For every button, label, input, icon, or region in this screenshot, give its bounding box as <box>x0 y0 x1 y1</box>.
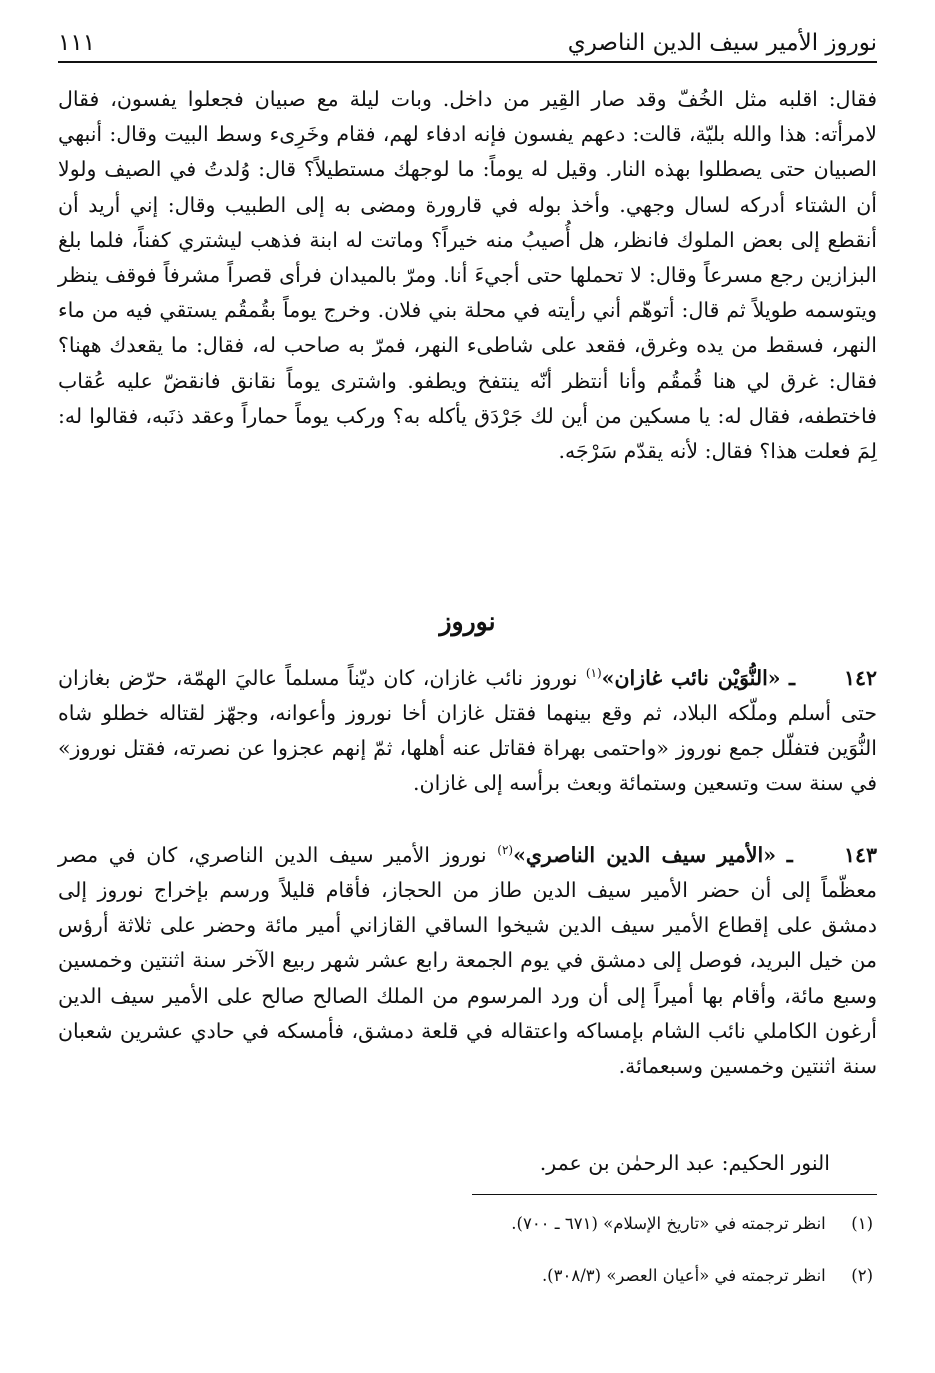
entry-text: نوروز نائب غازان، كان ديّناً مسلماً عاليَ الهمّة، حرّض بغازان حتى أسلم وملّكه البلاد، ثم وقع بينهما فقتل غازان أخا نوروز وأعوانه، وجهّز لقتاله خطلو شاه النُّوَين فتفلّل جمع نوروز «واحتمى بهراة فقاتل عنه أهلها، ثمّ إنهم عجزوا عن نصرته، فقتل نوروز» في سنة ست وتسعين وستمائة وبعث برأسه إلى غازان. <box>58 665 877 796</box>
footnote-ref: (٢) <box>497 843 514 857</box>
entry-143 <box>58 833 877 1084</box>
footnote-marker: (٢) <box>851 1266 873 1285</box>
footnote-2 <box>542 1262 873 1290</box>
entry-number: ١٤٣ ـ <box>786 842 877 867</box>
entry-heading: «النُّوَيْن نائب غازان» <box>601 665 781 690</box>
footnote-ref: (١) <box>585 666 602 680</box>
footnote-text: انظر ترجمته في «أعيان العصر» (٣٠٨/٣). <box>541 1266 826 1285</box>
signature-line: النور الحكيم: عبد الرحمٰن بن عمر. <box>539 1151 830 1175</box>
entry-heading: «الأمير سيف الدين الناصري» <box>513 842 777 867</box>
entry-142 <box>58 656 877 802</box>
page-number: ١١١ <box>58 30 96 56</box>
footnote-1 <box>511 1210 873 1238</box>
page-header <box>58 18 877 62</box>
entry-text: نوروز الأمير سيف الدين الناصري، كان في مصر معظّماً إلى أن حضر الأمير سيف الدين طاز من الحجاز، فأقام قليلاً ورسم بإخراج نوروز إلى دمشق على إقطاع الأمير سيف الدين شيخوا الساقي القازاني أمير مائة وحضر على ثلاثة أرؤس من خيل البريد، فوصل إلى دمشق في يوم الجمعة رابع عشر شهر ربيع الآخر سنة اثنتين وخمسين وسبع مائة، وأقام بها أميراً إلى أن ورد المرسوم من الملك الصالح صالح على الأمير سيف الدين أرغون الكاملي نائب الشام بإمساكه واعتقاله في قلعة دمشق، فأمسكه في حادي عشرين شعبان سنة اثنتين وخمسين وسبعمائة. <box>58 842 877 1079</box>
header-rule <box>58 61 877 63</box>
footnote-text: انظر ترجمته في «تاريخ الإسلام» (٦٧١ ـ ٧٠٠). <box>511 1214 826 1233</box>
running-title: نوروز الأمير سيف الدين الناصري <box>567 30 877 56</box>
section-title: نوروز <box>439 607 496 636</box>
continuation-paragraph <box>58 82 877 469</box>
footnote-marker: (١) <box>851 1214 873 1233</box>
footnote-rule <box>472 1194 877 1195</box>
continuation-text: فقال: اقلبه مثل الخُفّ وقد صار القِير من داخل. وبات ليلة مع صبيان فجعلوا يفسون، فقال لامرأته: هذا والله بليّة، قالت: دعهم يفسون فإنه ادفاء لهم، فقام وخَرِىء وسط البيت وقال: أنبهي الصبيان حتى يصطلوا بهذه النار. وقيل له يوماً: ما لوجهك مستطيلاً؟ قال: وُلدتُ في الصيف ولولا أن الشتاء أدركه لسال وجهي. وأخذ بوله في قارورة ومضى به إلى الطبيب وقال: إني أريد أن أنقطع إلى بعض الملوك فانظر، هل أُصيبُ منه خيراً؟ وماتت له ابنة فذهب ليشتري كفناً، فلما بلغ البزازين رجع مسرعاً وقال: لا تحملها حتى أجيءَ أنا. ومرّ بالميدان فرأى قصراً مشرفاً فوقف ينظر ويتوسمه طويلاً ثم قال: أتوهّم أني رأيته في محلة بني فلان. وخرج يوماً بقُمقُم يستقي فيه من ماء النهر، فسقط من يده وغرق، فقعد على شاطىء النهر، فمرّ به صاحب له، فقال: ما يقعدك ههنا؟ فقال: غرق لي هنا قُمقُم وأنا أنتظر أنّه ينتفخ ويطفو. واشترى يوماً نقانق فانقضّ عليه عُقاب فاختطفه، فقال له: يا مسكين من أين لك جَرْدَق يأكله به؟ وركب يوماً حماراً وعقد ذنَبه، فقالوا له: لِمَ فعلت هذا؟ فقال: لأنه يقدّم سَرْجَه. <box>58 87 877 464</box>
entry-number: ١٤٢ ـ <box>788 665 877 690</box>
